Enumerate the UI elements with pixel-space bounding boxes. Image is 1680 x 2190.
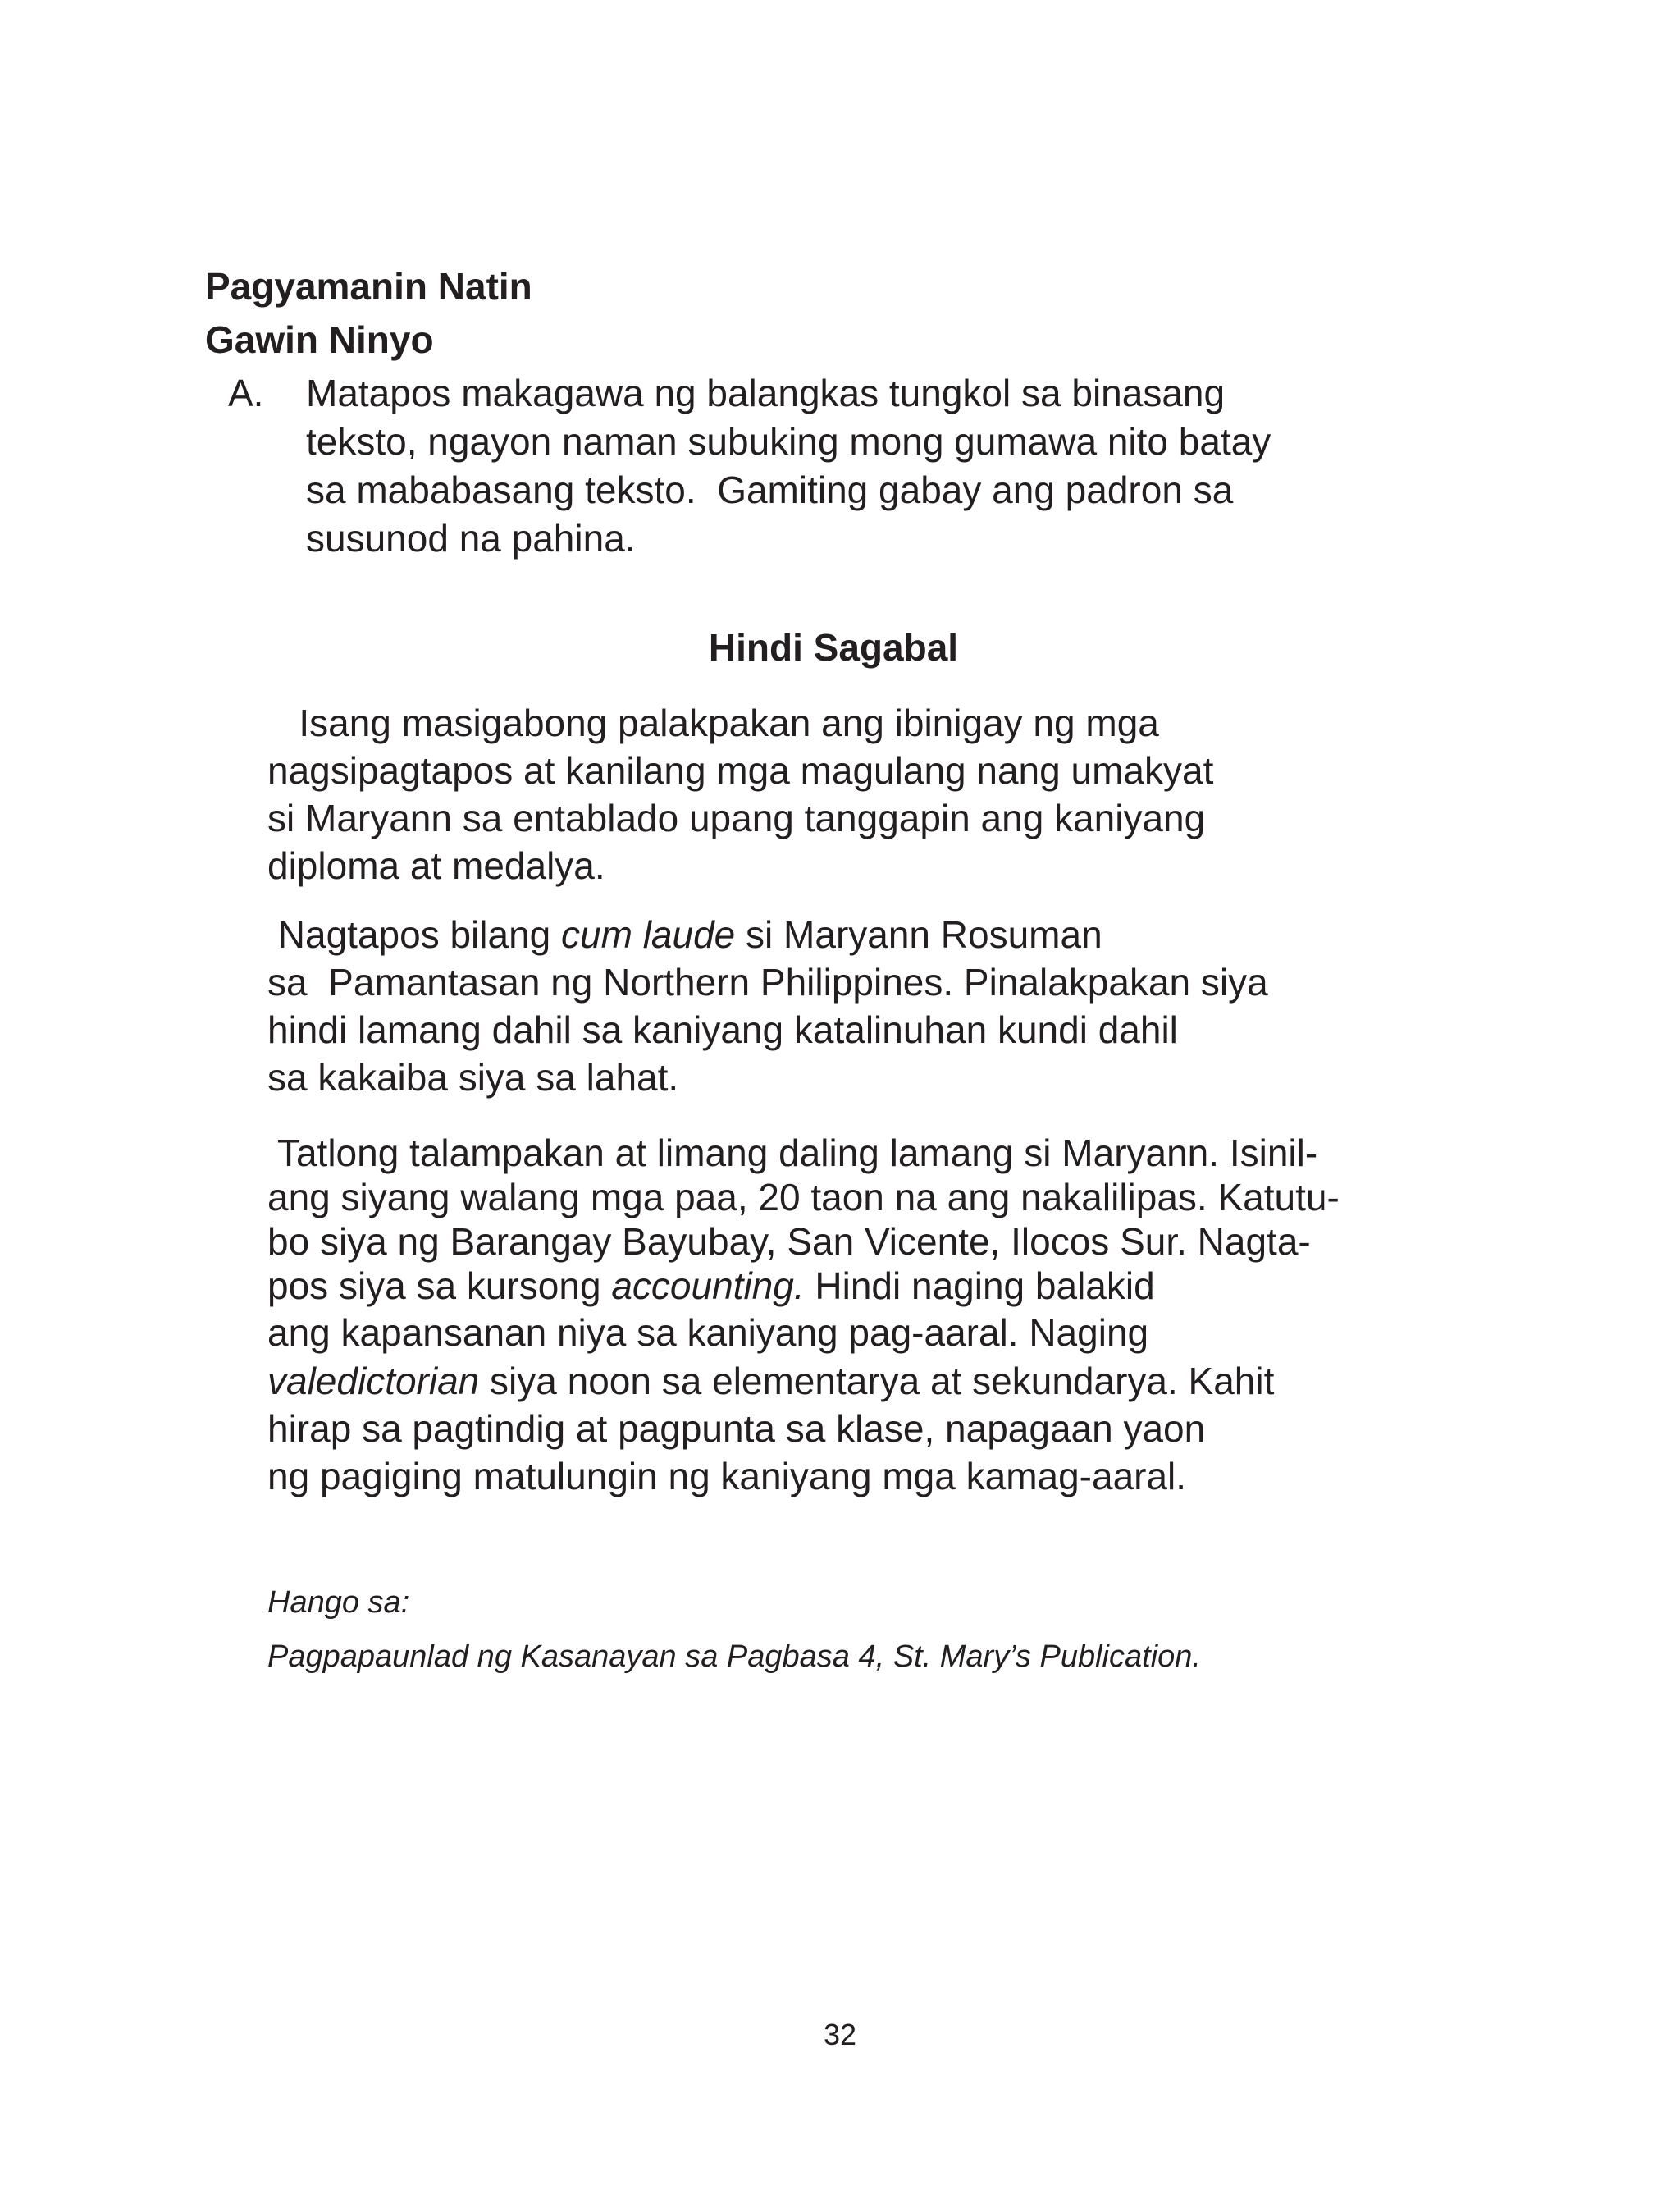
page-number: 32 (823, 2018, 857, 2051)
paragraph-line: ang kapansanan niya sa kaniyang pag-aaral. Naging (267, 1311, 1149, 1354)
paragraph-line: hindi lamang dahil sa kaniyang katalinuhan kundi dahil (267, 1008, 1178, 1051)
source-reference: Pagpapaunlad ng Kasanayan sa Pagbasa 4, St. Mary’s Publication. (267, 1639, 1201, 1674)
paragraph-line: Tatlong talampakan at limang daling lamang si Maryann. Isinil- (267, 1132, 1318, 1174)
section-title: Pagyamanin Natin (205, 265, 532, 308)
text-run: Nagtapos bilang (267, 913, 562, 956)
task-line: Matapos makagawa ng balangkas tungkol sa binasang (306, 372, 1226, 414)
story-title: Hindi Sagabal (708, 626, 959, 669)
source-citation (267, 1575, 1201, 1684)
paragraph-line: sa Pamantasan ng Northern Philippines. Pinalakpakan siya (267, 961, 1268, 1004)
paragraph-line: ng pagiging matulungin ng kaniyang mga kamag-aaral. (267, 1455, 1187, 1497)
section-subtitle: Gawin Ninyo (205, 318, 434, 361)
source-label: Hango sa: (267, 1585, 410, 1620)
paragraph-line (267, 911, 1449, 958)
italic-term: cum laude (561, 913, 736, 956)
paragraph-line: sa kakaiba siya sa lahat. (267, 1056, 679, 1099)
paragraph-line: diploma at medalya. (267, 844, 605, 887)
task-line: teksto, ngayon naman subuking mong gumawa nito batay (306, 420, 1271, 463)
paragraph-line: ang siyang walang mga paa, 20 taon na ang nakalilipas. Katutu- (267, 1176, 1340, 1218)
paragraph-line (267, 1264, 1449, 1308)
text-run: siya noon sa elementarya at sekundarya. Kahit (479, 1360, 1275, 1402)
paragraph-line: Isang masigabong palakpakan ang ibinigay ng mga (267, 702, 1159, 744)
text-run: si Maryann Rosuman (735, 913, 1102, 956)
story-paragraph-1 (267, 699, 1449, 889)
paragraph-line: si Maryann sa entablado upang tanggapin ang kaniyang (267, 797, 1206, 839)
text-run: Hindi naging balakid (804, 1264, 1155, 1307)
task-line: sa mababasang teksto. Gamiting gabay ang padron sa (306, 469, 1234, 511)
paragraph-line (267, 1357, 1449, 1405)
paragraph-line: nagsipagtapos at kanilang mga magulang nang umakyat (267, 749, 1214, 792)
italic-term: accounting. (611, 1264, 805, 1307)
story-paragraph-3 (267, 1131, 1449, 1500)
task-instructions (306, 369, 1389, 563)
story-paragraph-2 (267, 911, 1449, 1101)
text-run: pos siya sa kursong (267, 1264, 612, 1307)
paragraph-line: bo siya ng Barangay Bayubay, San Vicente, Ilocos Sur. Nagta- (267, 1220, 1311, 1263)
italic-term: valedictorian (267, 1360, 480, 1402)
paragraph-line: hirap sa pagtindig at pagpunta sa klase, napagaan yaon (267, 1407, 1206, 1450)
task-letter: A. (228, 372, 264, 414)
task-line: susunod na pahina. (306, 517, 636, 560)
